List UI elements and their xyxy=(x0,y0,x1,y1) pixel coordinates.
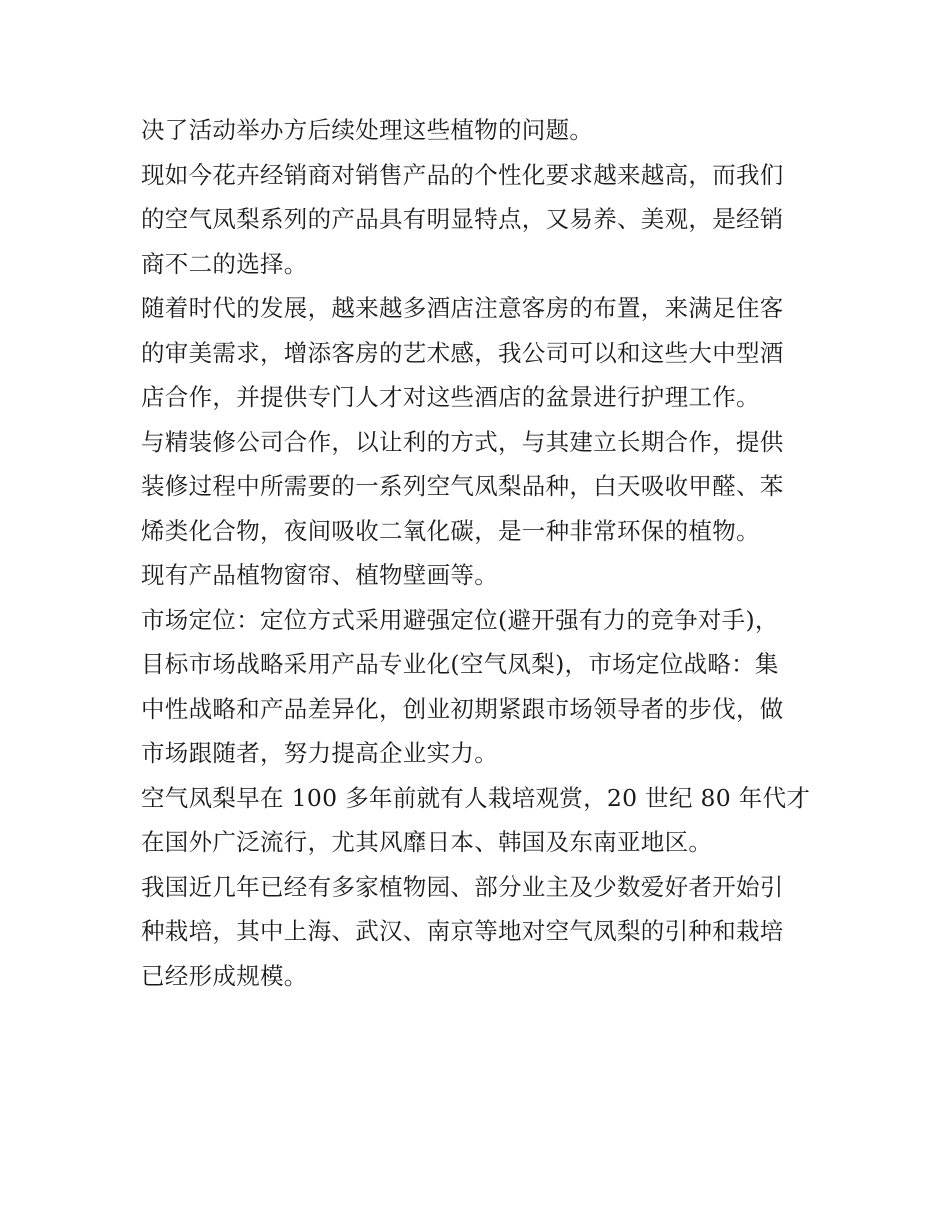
paragraph-2: 现如今花卉经销商对销售产品的个性化要求越来越高，而我们 的空气凤梨系列的产品具有明显特点，又易养、美观，是经销 商不二的选择。 xyxy=(141,160,784,278)
paragraph-5: 现有产品植物窗帘、植物壁画等。 xyxy=(141,561,498,589)
document-body xyxy=(141,108,816,998)
paragraph-4: 与精装修公司合作，以让利的方式，与其建立长期合作，提供 装修过程中所需要的一系列空气凤梨品种，白天吸收甲醛、苯 烯类化合物，夜间吸收二氧化碳，是一种非常环保的植物。 xyxy=(141,427,784,545)
paragraph-6: 市场定位：定位方式采用避强定位(避开强有力的竞争对手)， 目标市场战略采用产品专业化(空气凤梨)，市场定位战略：集 中性战略和产品差异化，创业初期紧跟市场领导者的步伐，做 市场跟随者，努力提高企业实力。 xyxy=(141,605,784,767)
paragraph-7: 空气凤梨早在 100 多年前就有人栽培观赏，20 世纪 80 年代才 在国外广泛流行，尤其风靡日本、韩国及东南亚地区。 xyxy=(141,783,811,856)
paragraph-3: 随着时代的发展，越来越多酒店注意客房的布置，来满足住客 的审美需求，增添客房的艺术感，我公司可以和这些大中型酒 店合作，并提供专门人才对这些酒店的盆景进行护理工作。 xyxy=(141,294,784,411)
paragraph-1: 决了活动举办方后续处理这些植物的问题。 xyxy=(141,116,594,144)
paragraph-8: 我国近几年已经有多家植物园、部分业主及少数爱好者开始引 种栽培，其中上海、武汉、南京等地对空气凤梨的引种和栽培 已经形成规模。 xyxy=(141,872,784,990)
